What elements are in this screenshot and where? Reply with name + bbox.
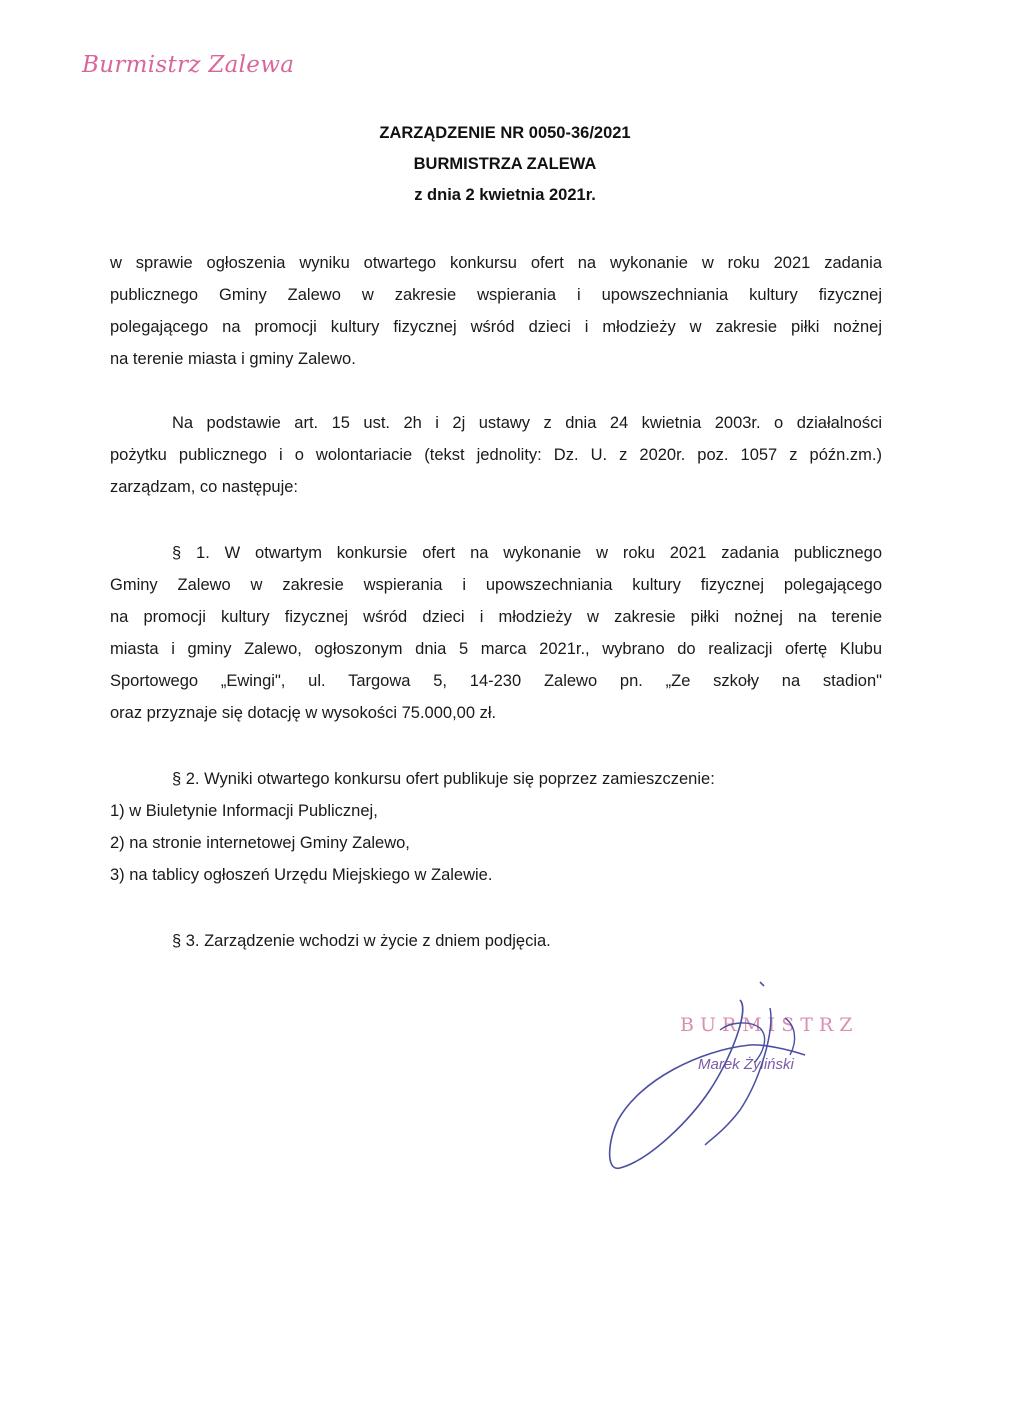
section-1-line: miasta i gminy Zalewo, ogłoszonym dnia 5 marca 2021r., wybrano do realizacji ofertę Klubu — [110, 640, 882, 658]
section-2-item-2: 2) na stronie internetowej Gminy Zalewo, — [110, 834, 410, 852]
section-2-item-1: 1) w Biuletynie Informacji Publicznej, — [110, 802, 378, 820]
section-1-line: Sportowego „Ewingi", ul. Targowa 5, 14-230 Zalewo pn. „Ze szkoły na stadion" — [110, 672, 882, 690]
subject-line: polegającego na promocji kultury fizycznej wśród dzieci i młodzieży w zakresie piłki nożnej — [110, 318, 882, 336]
signature-title: BURMISTRZ — [680, 1014, 859, 1036]
subject-line: publicznego Gminy Zalewo w zakresie wspierania i upowszechniania kultury fizycznej — [110, 286, 882, 304]
title-block — [0, 118, 1010, 211]
title-line-2: BURMISTRZA ZALEWA — [413, 155, 597, 173]
subject-paragraph — [110, 247, 882, 375]
basis-paragraph — [110, 407, 882, 503]
section-3-text: § 3. Zarządzenie wchodzi w życie z dniem podjęcia. — [172, 932, 551, 950]
basis-line: zarządzam, co następuje: — [110, 478, 299, 496]
subject-line: w sprawie ogłoszenia wyniku otwartego konkursu ofert na wykonanie w roku 2021 zadania — [110, 254, 882, 272]
section-1-line: § 1. W otwartym konkursie ofert na wykonanie w roku 2021 zadania publicznego — [172, 544, 882, 562]
signature-block — [590, 970, 859, 1180]
basis-line: Na podstawie art. 15 ust. 2h i 2j ustawy z dnia 24 kwietnia 2003r. o działalności — [172, 414, 882, 432]
section-1-line: oraz przyznaje się dotację w wysokości 75.000,00 zł. — [110, 704, 497, 722]
subject-line: na terenie miasta i gminy Zalewo. — [110, 350, 356, 368]
section-1-paragraph — [110, 537, 882, 729]
section-2-item-3: 3) na tablicy ogłoszeń Urzędu Miejskiego w Zalewie. — [110, 866, 493, 884]
title-line-3: z dnia 2 kwietnia 2021r. — [414, 186, 596, 204]
section-2-intro: § 2. Wyniki otwartego konkursu ofert publikuje się poprzez zamieszczenie: — [172, 770, 715, 788]
section-1-line: Gminy Zalewo w zakresie wspierania i upowszechniania kultury fizycznej polegającego — [110, 576, 882, 594]
signature-name: Marek Żyliński — [698, 1056, 794, 1073]
handwritten-signature — [590, 970, 850, 1180]
header-stamp: Burmistrz Zalewa — [82, 52, 295, 78]
section-1-line: na promocji kultury fizycznej wśród dzieci i młodzieży w zakresie piłki nożnej na terenie — [110, 608, 882, 626]
title-line-1: ZARZĄDZENIE NR 0050-36/2021 — [379, 124, 631, 142]
basis-line: pożytku publicznego i o wolontariacie (tekst jednolity: Dz. U. z 2020r. poz. 1057 z późn.zm.) — [110, 446, 882, 464]
